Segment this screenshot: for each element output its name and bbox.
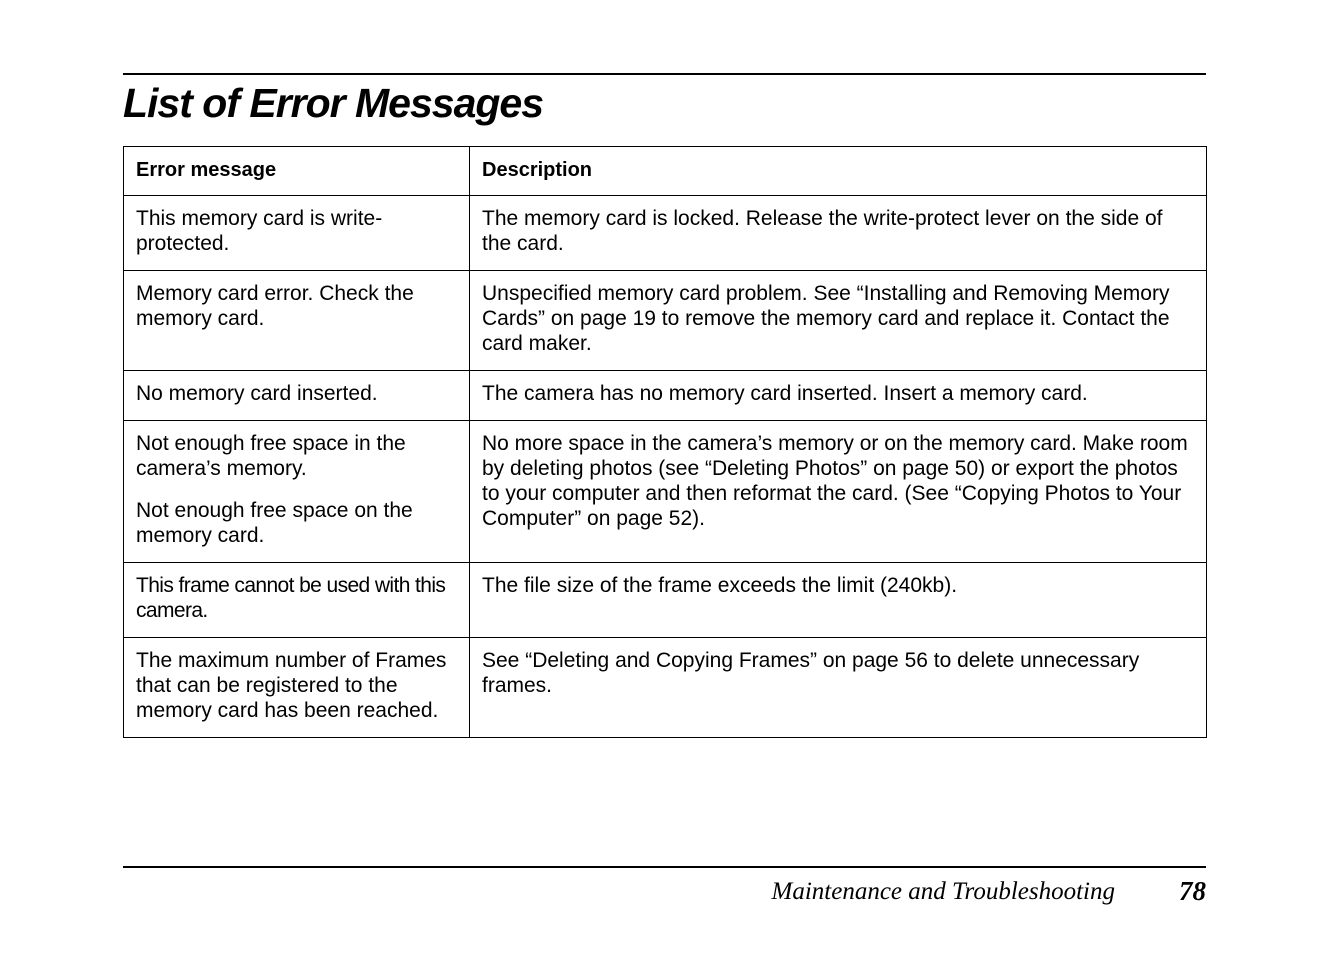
page-number: 78 — [1179, 876, 1206, 906]
error-message-text: This memory card is write-protected. — [136, 207, 383, 255]
error-message-cell — [124, 371, 470, 421]
bottom-rule — [123, 866, 1206, 868]
top-rule — [123, 73, 1206, 75]
column-header-description: Description — [470, 147, 1207, 196]
error-message-cell — [124, 638, 470, 738]
error-message-text: The maximum number of Frames that can be registered to the memory card has been reached. — [136, 649, 447, 722]
page-title: List of Error Messages — [123, 80, 544, 126]
description-cell: The file size of the frame exceeds the limit (240kb). — [470, 563, 1207, 638]
description-cell: See “Deleting and Copying Frames” on page 56 to delete unnecessary frames. — [470, 638, 1207, 738]
error-message-cell — [124, 563, 470, 638]
table-row — [124, 196, 1207, 271]
error-message-text: No memory card inserted. — [136, 382, 378, 405]
table-row — [124, 371, 1207, 421]
table-header-row — [124, 147, 1207, 196]
error-message-cell — [124, 421, 470, 563]
table-row — [124, 271, 1207, 371]
column-header-error-message: Error message — [124, 147, 470, 196]
table-row — [124, 638, 1207, 738]
footer-section-title: Maintenance and Troubleshooting — [771, 878, 1115, 905]
error-message-cell — [124, 271, 470, 371]
error-message-text: Not enough free space on the memory card. — [136, 499, 413, 547]
table-row — [124, 421, 1207, 563]
description-cell: Unspecified memory card problem. See “Installing and Removing Memory Cards” on page 19 to remove the memory card and replace it. Contact the card maker. — [470, 271, 1207, 371]
error-message-text: Memory card error. Check the memory card. — [136, 282, 414, 330]
description-cell: The memory card is locked. Release the write-protect lever on the side of the card. — [470, 196, 1207, 271]
error-message-text: This frame cannot be used with this camera. — [136, 574, 446, 622]
description-cell: The camera has no memory card inserted. Insert a memory card. — [470, 371, 1207, 421]
error-messages-table — [123, 146, 1207, 738]
error-message-cell — [124, 196, 470, 271]
error-message-text: Not enough free space in the camera’s memory. — [136, 432, 406, 480]
description-cell: No more space in the camera’s memory or on the memory card. Make room by deleting photos (see “Deleting Photos” on page 50) or export the photos to your computer and then reformat the card. (See “Copying Photos to Your Computer” on page 52). — [470, 421, 1207, 563]
table-row — [124, 563, 1207, 638]
